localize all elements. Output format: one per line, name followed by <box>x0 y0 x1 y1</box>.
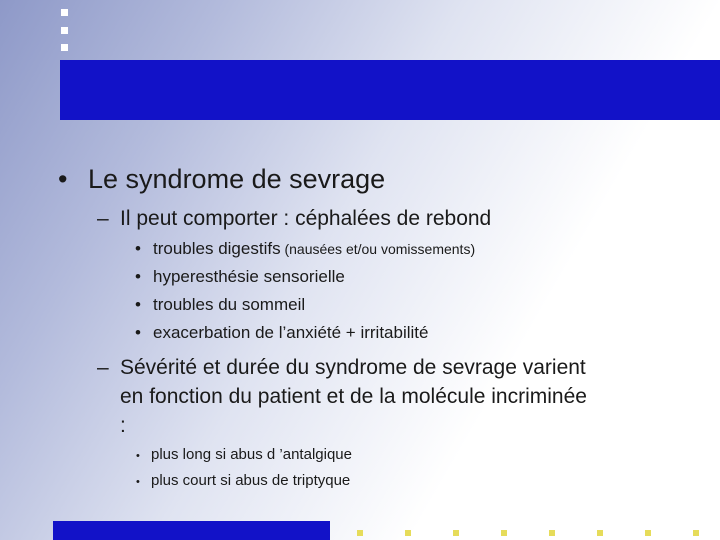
list-item <box>136 472 350 489</box>
dash-icon: – <box>97 356 109 379</box>
decor-dot <box>549 530 555 536</box>
list-item <box>136 446 352 463</box>
bullet-icon: • <box>136 450 140 462</box>
decor-dot <box>453 530 459 536</box>
sub-point-2-line: Sévérité et durée du syndrome de sevrage varient <box>120 356 586 379</box>
footer-bar <box>53 521 330 540</box>
sub-point-1-text: Il peut comporter : céphalées de rebond <box>120 207 492 230</box>
sub-point-2-cont <box>120 385 587 409</box>
bullet-icon: • <box>135 295 141 314</box>
list-item <box>135 267 345 287</box>
list-item <box>135 239 475 259</box>
decor-dot <box>693 530 699 536</box>
list-item-text: hyperesthésie sensorielle <box>153 267 345 286</box>
decor-dot <box>357 530 363 536</box>
main-bullet <box>58 164 385 195</box>
list-item-text: troubles digestifs <box>153 239 281 258</box>
list-item <box>135 295 305 315</box>
bullet-icon: • <box>58 164 68 194</box>
sub-point-2-cont <box>120 414 126 438</box>
bullet-icon: • <box>135 267 141 286</box>
list-item-text: plus court si abus de triptyque <box>151 472 351 489</box>
bullet-icon: • <box>135 239 141 258</box>
decor-dot <box>61 9 68 16</box>
list-item-note: (nausées et/ou vomissements) <box>280 241 476 257</box>
sub-point-2 <box>97 356 586 380</box>
sub-point-2-line: en fonction du patient et de la molécule incriminée <box>120 385 587 408</box>
decor-dot <box>61 27 68 34</box>
decor-dot <box>645 530 651 536</box>
sub-point-2-line: : <box>120 414 126 437</box>
list-item-text: troubles du sommeil <box>153 295 306 314</box>
main-bullet-text: Le syndrome de sevrage <box>88 164 386 194</box>
bullet-icon: • <box>136 476 140 488</box>
decor-dot <box>501 530 507 536</box>
list-item <box>135 323 428 343</box>
decor-dot <box>405 530 411 536</box>
sub-point-1 <box>97 207 491 231</box>
bullet-icon: • <box>135 323 141 342</box>
decor-dot <box>597 530 603 536</box>
decor-dot <box>61 44 68 51</box>
dash-icon: – <box>97 207 109 230</box>
list-item-text: plus long si abus d ’antalgique <box>151 446 352 463</box>
title-bar <box>60 60 720 120</box>
list-item-text: exacerbation de l’anxiété + irritabilité <box>153 323 429 342</box>
